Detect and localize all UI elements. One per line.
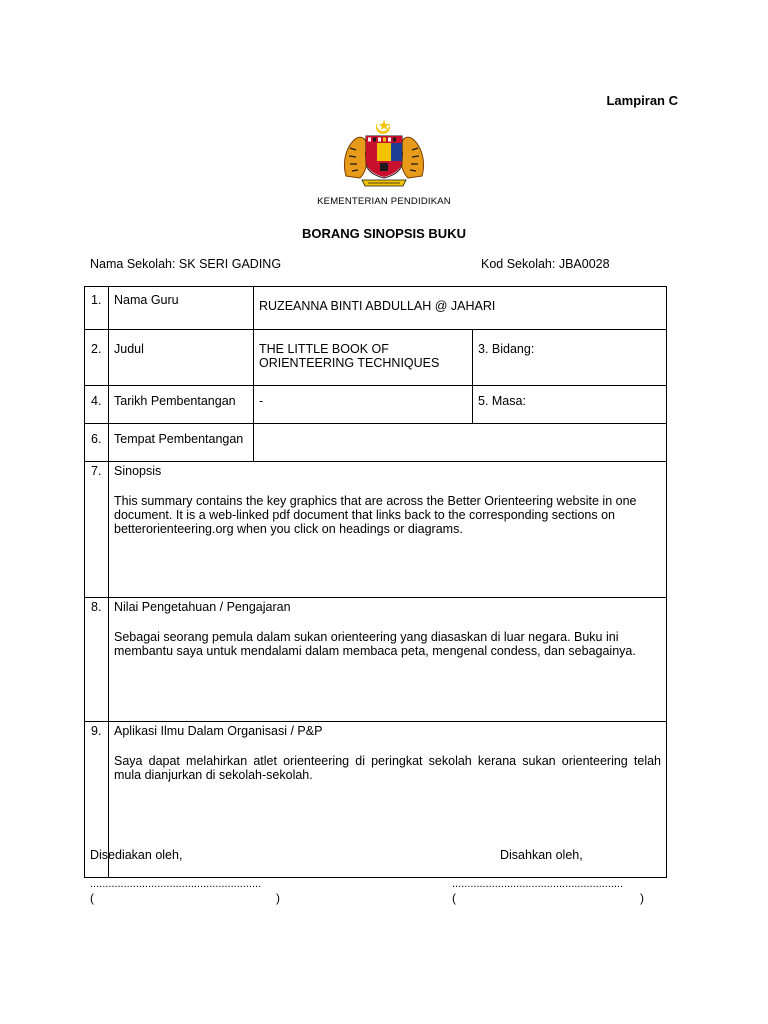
synopsis-cell: [109, 462, 667, 598]
row-label: Nama Guru: [109, 287, 254, 330]
application-text: Saya dapat melahirkan atlet orienteering di peringkat sekolah kerana sukan orienteering telah mula dianjurkan di sekolah-sekolah.: [114, 754, 662, 782]
knowledge-value-cell: [109, 598, 667, 722]
row-number: 8.: [85, 598, 109, 722]
row-number: 6.: [85, 424, 109, 462]
row-label: Judul: [109, 330, 254, 386]
synopsis-text: This summary contains the key graphics that are across the Better Orienteering website in one document. It is a web-linked pdf document that links back to the corresponding sections on betterorienteering.org when you click on headings or diagrams.: [114, 494, 637, 536]
prepared-signature-line: ........................................................: [90, 878, 262, 890]
row-number: 7.: [85, 462, 109, 598]
row-label: Aplikasi Ilmu Dalam Organisasi / P&P: [114, 724, 323, 738]
row-number: 4.: [85, 386, 109, 424]
row-number: 2.: [85, 330, 109, 386]
school-code: Kod Sekolah: JBA0028: [481, 257, 610, 271]
table-row: [85, 424, 667, 462]
row-number: 1.: [85, 287, 109, 330]
table-row: [85, 598, 667, 722]
book-title-value: THE LITTLE BOOK OF ORIENTEERING TECHNIQUES: [254, 330, 473, 386]
synopsis-form-table: [84, 286, 667, 878]
coat-of-arms-icon: [340, 118, 428, 190]
approved-by-label: Disahkan oleh,: [500, 848, 583, 862]
row-label: Tarikh Pembentangan: [109, 386, 254, 424]
prepared-by-label: Disediakan oleh,: [90, 848, 183, 862]
row-label: Nilai Pengetahuan / Pengajaran: [114, 600, 291, 614]
knowledge-value-text: Sebagai seorang pemula dalam sukan orienteering yang diasaskan di luar negara. Buku ini membantu saya untuk mendalami dalam membaca peta, mengenal condess, dan sebagainya.: [114, 630, 636, 658]
presentation-date-value: -: [254, 386, 473, 424]
presentation-venue-value: [254, 424, 667, 462]
approved-name-paren-open: (: [452, 891, 456, 905]
field-label: 3. Bidang:: [473, 330, 667, 386]
teacher-name-value: RUZEANNA BINTI ABDULLAH @ JAHARI: [254, 287, 667, 330]
approved-name-paren-close: ): [640, 891, 644, 905]
prepared-name-paren-close: ): [276, 891, 280, 905]
table-row: [85, 462, 667, 598]
form-title: BORANG SINOPSIS BUKU: [302, 226, 466, 241]
table-row: [85, 386, 667, 424]
application-cell: [109, 722, 667, 878]
ministry-name: KEMENTERIAN PENDIDIKAN: [317, 196, 451, 207]
time-label: 5. Masa:: [473, 386, 667, 424]
row-label: Tempat Pembentangan: [109, 424, 254, 462]
table-row: [85, 287, 667, 330]
row-number: 9.: [85, 722, 109, 878]
school-name: Nama Sekolah: SK SERI GADING: [90, 257, 282, 271]
approved-signature-line: ........................................................: [452, 878, 624, 890]
prepared-name-paren-open: (: [90, 891, 94, 905]
annex-label: Lampiran C: [606, 93, 678, 108]
table-row: [85, 330, 667, 386]
row-label: Sinopsis: [114, 464, 162, 478]
